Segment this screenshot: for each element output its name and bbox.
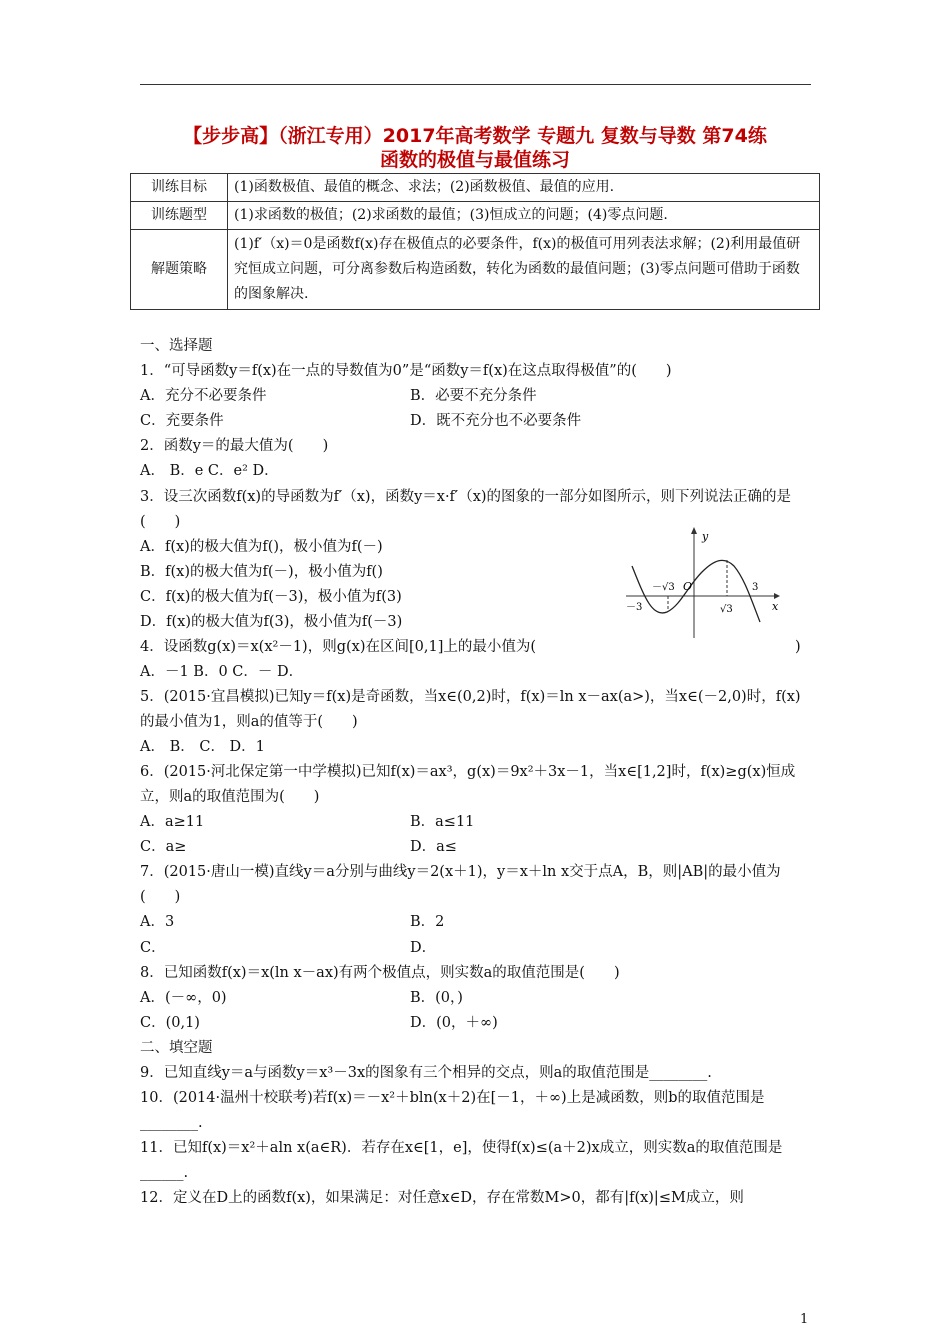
sqrt3-label: √3 bbox=[720, 604, 733, 615]
options-row bbox=[140, 810, 812, 835]
options-row bbox=[140, 910, 812, 935]
page-title bbox=[120, 124, 830, 172]
option: B．f(x)的极大值为f(－)，极小值为f() bbox=[140, 563, 383, 580]
options-row bbox=[140, 936, 812, 961]
options-row bbox=[140, 1011, 812, 1036]
options-row: A． B． C． D．1 bbox=[140, 739, 265, 756]
option: B．2 bbox=[410, 914, 445, 931]
row-value: (1)f′（x)＝0是函数f(x)存在极值点的必要条件，f(x)的极值可用列表法求解；(2)利用最值研究恒成立问题，可分离参数后构造函数，转化为函数的最值问题；(3)零点问题可借助于函数的图象解决. bbox=[228, 230, 820, 310]
row-value: (1)求函数的极值；(2)求函数的最值；(3)恒成立的问题；(4)零点问题. bbox=[228, 202, 820, 230]
option: C．f(x)的极大值为f(－3)，极小值为f(3) bbox=[140, 588, 402, 605]
x-label: x bbox=[772, 600, 779, 613]
option: A．3 bbox=[140, 914, 175, 931]
option: D．a≤ bbox=[410, 839, 457, 856]
table-row bbox=[131, 230, 820, 310]
three-label: 3 bbox=[752, 582, 759, 593]
x-axis-arrow bbox=[774, 593, 780, 599]
y-axis-arrow bbox=[691, 527, 697, 534]
option: A．(－∞，0) bbox=[140, 989, 227, 1006]
option: B．必要不充分条件 bbox=[410, 388, 537, 405]
row-key: 训练题型 bbox=[131, 202, 228, 230]
options-row: A． B．e C．e² D． bbox=[140, 463, 279, 480]
section-heading: 二、填空题 bbox=[140, 1039, 213, 1056]
question-7: 7．(2015·唐山一模)直线y＝a分别与曲线y＝2(x＋1)，y＝x＋ln x交于点A，B，则|AB|的最小值为( ) bbox=[140, 864, 781, 906]
options-row bbox=[140, 384, 812, 409]
option: A．a≥11 bbox=[140, 814, 205, 831]
options-row bbox=[140, 409, 812, 434]
question-10: 10．(2014·温州十校联考)若f(x)＝－x²＋bln(x＋2)在[－1，＋∞)上是减函数，则b的取值范围是________. bbox=[140, 1090, 765, 1132]
question-4-bracket: ) bbox=[795, 638, 801, 655]
option: B．a≤11 bbox=[410, 814, 475, 831]
neg-three-label: －3 bbox=[626, 602, 643, 613]
table-row bbox=[131, 202, 820, 230]
option: C．充要条件 bbox=[140, 413, 224, 430]
question-12: 12．定义在D上的函数f(x)，如果满足：对任意x∈D，存在常数M>0，都有|f(x)|≤M成立，则 bbox=[140, 1190, 744, 1207]
option: C．a≥ bbox=[140, 839, 187, 856]
option: C． bbox=[140, 939, 166, 956]
origin-label: O bbox=[683, 580, 693, 593]
option: D．f(x)的极大值为f(3)，极小值为f(－3) bbox=[140, 613, 403, 630]
option: A．f(x)的极大值为f()，极小值为f(－) bbox=[140, 538, 383, 555]
options-row bbox=[140, 986, 812, 1011]
option: C．(0,1) bbox=[140, 1014, 200, 1031]
question-body bbox=[140, 334, 812, 1211]
option: D．既不充分也不必要条件 bbox=[410, 413, 582, 430]
options-row: A．－1 B．0 C．－ D． bbox=[140, 664, 304, 681]
training-goals-table bbox=[130, 173, 820, 310]
option: D． bbox=[410, 939, 437, 956]
option: B．(0，) bbox=[410, 989, 463, 1006]
question-8: 8．已知函数f(x)＝x(ln x－ax)有两个极值点，则实数a的取值范围是( ) bbox=[140, 964, 620, 981]
row-value: (1)函数极值、最值的概念、求法；(2)函数极值、最值的应用. bbox=[228, 174, 820, 202]
title-line-1: 【步步高】（浙江专用）2017年高考数学 专题九 复数与导数 第74练 bbox=[183, 125, 767, 147]
options-row bbox=[140, 835, 812, 860]
derivative-graph-figure bbox=[622, 526, 782, 641]
option: D．(0，＋∞) bbox=[410, 1014, 498, 1031]
question-4-text: 4．设函数g(x)＝x(x²－1)，则g(x)在区间[0,1]上的最小值为( bbox=[140, 638, 537, 655]
question-2: 2．函数y＝的最大值为( ) bbox=[140, 438, 329, 455]
row-key: 训练目标 bbox=[131, 174, 228, 202]
y-label: y bbox=[702, 530, 709, 543]
row-key: 解题策略 bbox=[131, 230, 228, 310]
question-11: 11．已知f(x)＝x²＋aln x(a∈R)．若存在x∈[1，e]，使得f(x)≤(a＋2)x成立，则实数a的取值范围是______. bbox=[140, 1140, 783, 1182]
question-5: 5．(2015·宜昌模拟)已知y＝f(x)是奇函数，当x∈(0,2)时，f(x)＝ln x－ax(a>)，当x∈(－2,0)时，f(x)的最小值为1，则a的值等于( ) bbox=[140, 689, 801, 731]
option: A．充分不必要条件 bbox=[140, 388, 267, 405]
page-number: 1 bbox=[800, 1312, 809, 1327]
question-6: 6．(2015·河北保定第一中学模拟)已知f(x)＝ax³，g(x)＝9x²＋3x－1，当x∈[1,2]时，f(x)≥g(x)恒成立，则a的取值范围为( ) bbox=[140, 764, 796, 806]
header-rule bbox=[140, 84, 811, 85]
question-3: 3．设三次函数f(x)的导函数为f′（x)，函数y＝x·f′（x)的图象的一部分如图所示，则下列说法正确的是( ) bbox=[140, 488, 792, 530]
title-line-2: 函数的极值与最值练习 bbox=[379, 149, 570, 171]
question-1: 1．“可导函数y＝f(x)在一点的导数值为0”是“函数y＝f(x)在这点取得极值”的( ) bbox=[140, 363, 672, 380]
neg-sqrt3-label: －√3 bbox=[652, 582, 675, 593]
table-row bbox=[131, 174, 820, 202]
question-9: 9．已知直线y＝a与函数y＝x³－3x的图象有三个相异的交点，则a的取值范围是________. bbox=[140, 1064, 712, 1081]
section-heading: 一、选择题 bbox=[140, 338, 213, 354]
